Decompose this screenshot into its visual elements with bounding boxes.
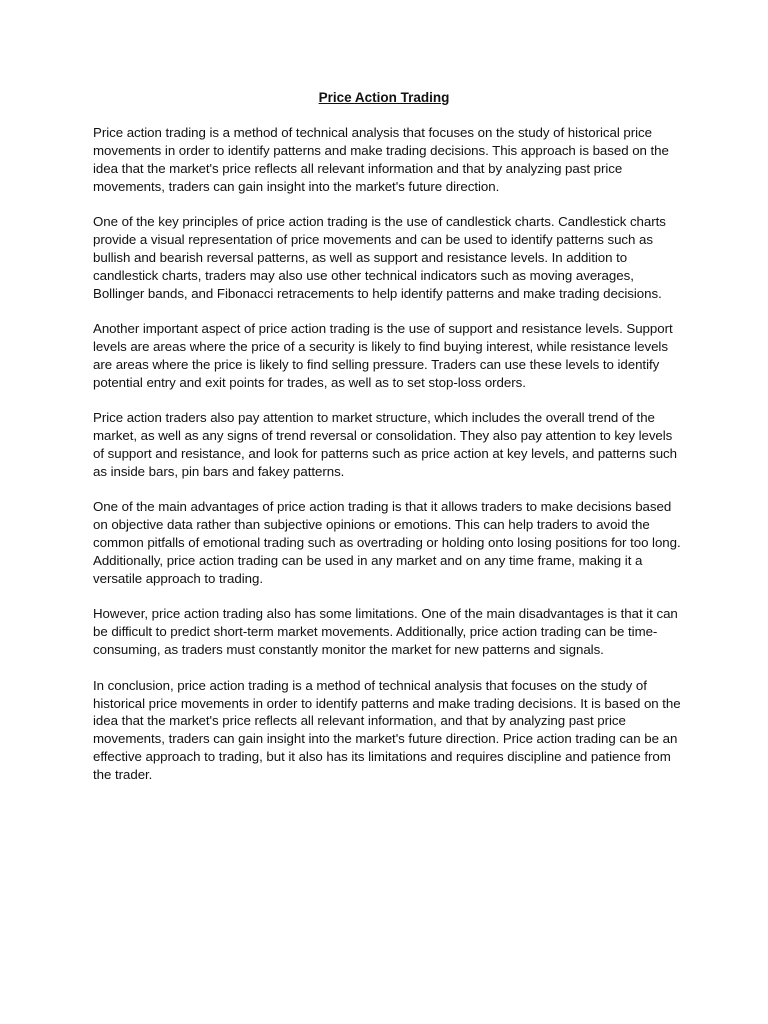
paragraph-2: One of the key principles of price action trading is the use of candlestick charts. Candlestick charts provide a visual representation of price movements and can be used to identify patterns such as bullish and bearish reversal patterns, as well as support and resistance levels. In addition to candlestick charts, traders may also use other technical indicators such as moving averages, Bollinger bands, and Fibonacci retracements to help identify patterns and make trading decisions.: [93, 214, 666, 301]
paragraph-4: Price action traders also pay attention to market structure, which includes the overall trend of the market, as well as any signs of trend reversal or consolidation. They also pay attention to key levels of support and resistance, and look for patterns such as price action at key levels, and patterns such as inside bars, pin bars and fakey patterns.: [93, 410, 677, 479]
paragraph-7: In conclusion, price action trading is a method of technical analysis that focuses on the study of historical price movements in order to identify patterns and make trading decisions. It is based on the idea that the market's price reflects all relevant information, and that by analyzing past price movements, traders can gain insight into the market's future direction. Price action trading can be an effective approach to trading, but it also has its limitations and requires discipline and patience from the trader.: [93, 677, 681, 783]
paragraph-1: Price action trading is a method of technical analysis that focuses on the study of historical price movements in order to identify patterns and make trading decisions. This approach is based on the idea that the market's price reflects all relevant information and that by analyzing past price movements, traders can gain insight into the market's future direction.: [93, 125, 669, 194]
document-body: [93, 124, 683, 802]
paragraph-6: However, price action trading also has some limitations. One of the main disadvantages is that it can be difficult to predict short-term market movements. Additionally, price action trading can be time-consuming, as traders must constantly monitor the market for new patterns and signals.: [93, 606, 678, 658]
document-title: Price Action Trading: [318, 90, 450, 105]
paragraph-5: One of the main advantages of price action trading is that it allows traders to make decisions based on objective data rather than subjective opinions or emotions. This can help traders to avoid the common pitfalls of emotional trading such as overtrading or holding onto losing positions for too long. Additionally, price action trading can be used in any market and on any time frame, making it a versatile approach to trading.: [93, 499, 681, 587]
paragraph-3: Another important aspect of price action trading is the use of support and resistance levels. Support levels are areas where the price of a security is likely to find buying interest, while resistance levels are areas where the price is likely to find selling pressure. Traders can use these levels to identify potential entry and exit points for trades, as well as to set stop-loss orders.: [93, 321, 673, 390]
